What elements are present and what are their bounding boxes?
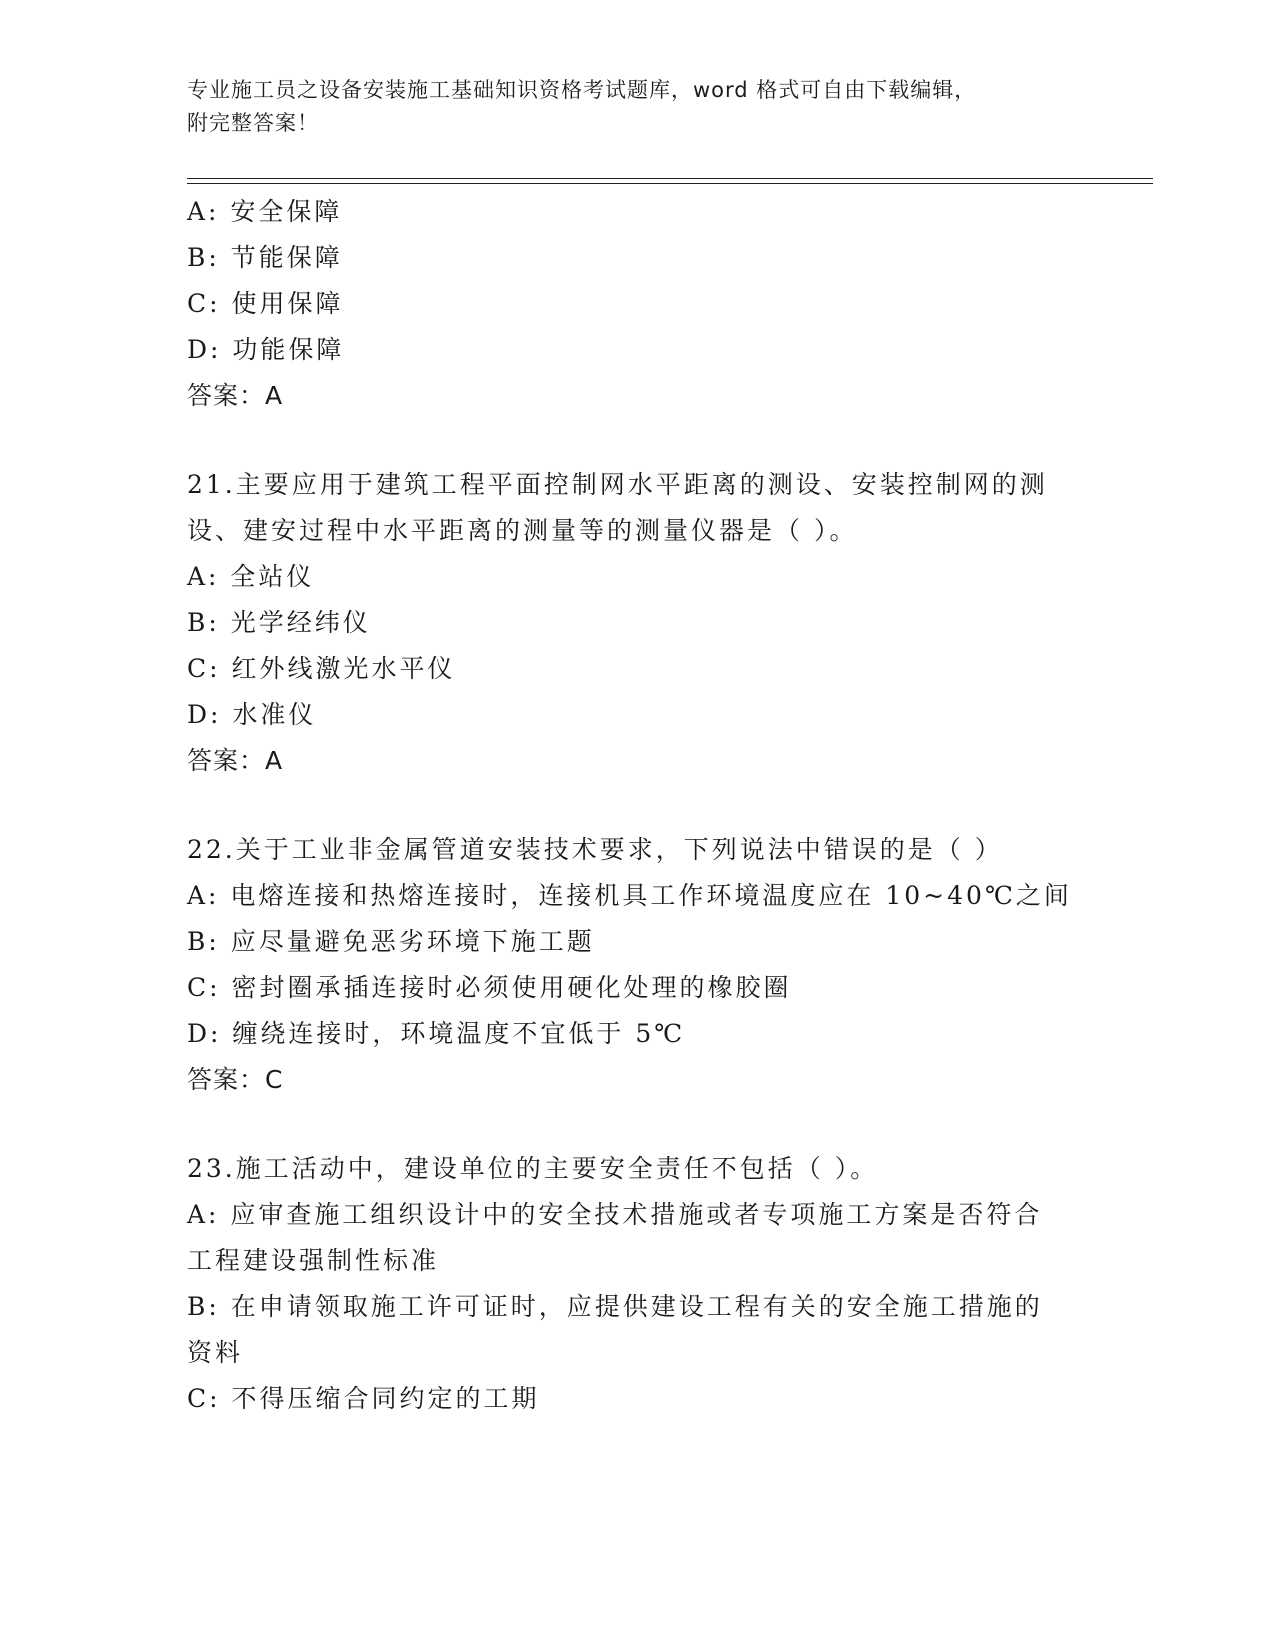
question-list [187, 189, 1087, 1422]
header-line-2: 附完整答案！ [187, 111, 319, 135]
option-a-continued: 工程建设强制性标准 [187, 1246, 440, 1275]
option-a: A: 安全保障 [187, 197, 343, 226]
question-text: 21.主要应用于建筑工程平面控制网水平距离的测设、安装控制网的测 [187, 470, 1048, 499]
option-c: C: 使用保障 [187, 289, 344, 318]
answer: 答案：A [187, 746, 284, 775]
option-b: B: 光学经纬仪 [187, 608, 371, 637]
header-rule-top [187, 178, 1153, 179]
option-d: D: 功能保障 [187, 335, 345, 364]
option-a: A: 应审查施工组织设计中的安全技术措施或者专项施工方案是否符合 [187, 1200, 1043, 1229]
option-d: D: 水准仪 [187, 700, 317, 729]
option-b: B: 节能保障 [187, 243, 343, 272]
header-rule-bottom [187, 183, 1153, 184]
option-c: C: 不得压缩合同约定的工期 [187, 1384, 540, 1413]
option-b: B: 应尽量避免恶劣环境下施工题 [187, 927, 595, 956]
question-block-22 [187, 827, 1087, 1103]
option-a: A: 全站仪 [187, 562, 315, 591]
option-a: A: 电熔连接和热熔连接时，连接机具工作环境温度应在 10~40℃之间 [187, 881, 1072, 910]
answer: 答案：C [187, 1065, 284, 1094]
option-c: C: 密封圈承插连接时必须使用硬化处理的橡胶圈 [187, 973, 792, 1002]
question-block-21 [187, 462, 1087, 784]
option-b: B: 在申请领取施工许可证时，应提供建设工程有关的安全施工措施的 [187, 1292, 1043, 1321]
answer: 答案：A [187, 381, 284, 410]
option-b-continued: 资料 [187, 1338, 244, 1367]
question-block-23 [187, 1146, 1087, 1422]
option-c: C: 红外线激光水平仪 [187, 654, 456, 683]
question-block-20 [187, 189, 1087, 419]
question-text: 23.施工活动中，建设单位的主要安全责任不包括（ ）。 [187, 1154, 879, 1183]
question-text: 设、建安过程中水平距离的测量等的测量仪器是（ ）。 [187, 516, 858, 545]
document-header [187, 74, 1087, 140]
header-line-1: 专业施工员之设备安装施工基础知识资格考试题库，word 格式可自由下载编辑， [187, 78, 977, 102]
question-text: 22.关于工业非金属管道安装技术要求，下列说法中错误的是（ ） [187, 835, 1003, 864]
option-d: D: 缠绕连接时，环境温度不宜低于 5℃ [187, 1019, 686, 1048]
